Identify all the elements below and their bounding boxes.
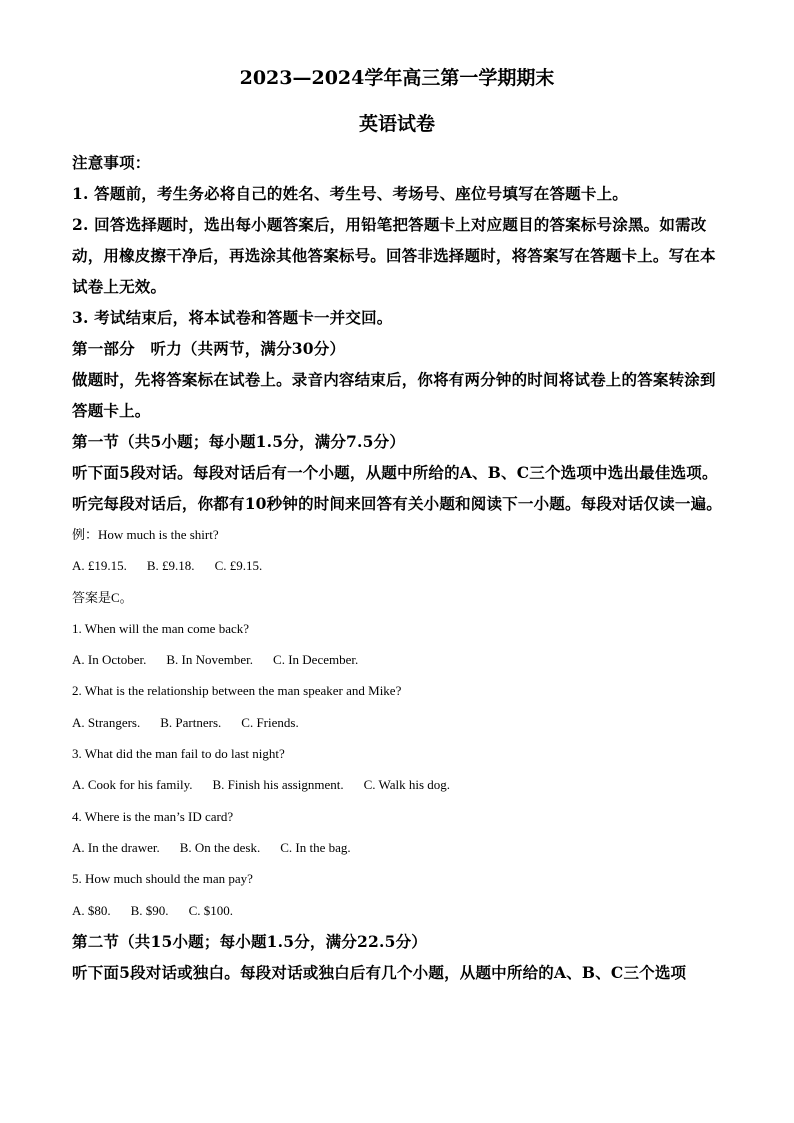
option-a: A. In October. [72,652,147,668]
question-1: 1. When will the man come back? [72,620,250,636]
option-b: B. Partners. [160,714,222,730]
option-b: B. In November. [166,652,254,668]
example-answer: 答案是C。 [72,589,133,605]
section2-heading: 第二节（共15小题；每小题1.5分，满分22.5分） [72,931,427,951]
question-2: 2. What is the relationship between the man speaker and Mike? [72,683,402,699]
section1-heading: 第一节（共5小题；每小题1.5分，满分7.5分） [72,432,406,451]
exam-title: 2023—2024学年高三第一学期期末 [239,67,555,89]
option-a: A. In the drawer. [72,839,160,855]
option-c: C. Friends. [241,714,299,730]
example-options [72,550,722,581]
question-5: 5. How much should the man pay? [72,871,253,887]
part1-heading: 第一部分 听力（共两节，满分30分） [72,339,346,358]
option-c: C. Walk his dog. [363,777,451,793]
exam-page [72,66,722,988]
example-question: 例：How much is the shirt? [72,527,219,542]
section2-instructions: 听下面5段对话或独白。每段对话或独白后有几个小题，从题中所给的A、B、C三个选项 [72,962,687,982]
option-b: B. $90. [130,902,169,918]
option-a: A. Strangers. [72,714,141,730]
option-b: B. On the desk. [179,839,261,855]
option-c: C. $100. [188,902,233,918]
option-a: A. £19.15. [72,558,127,574]
question-4-options [72,832,722,863]
notice-item-3: 3. 考试结束后，将本试卷和答题卡一并交回。 [72,308,393,327]
option-a: A. Cook for his family. [72,777,193,793]
question-2-options [72,707,722,738]
option-a: A. $80. [72,902,111,918]
section1-instructions: 听下面5段对话。每段对话后有一个小题，从题中所给的A、B、C三个选项中选出最佳选项。听完每段对话后，你都有10秒钟的时间来回答有关小题和阅读下一小题。每段对话仅读一遍。 [72,463,722,513]
option-b: B. £9.18. [146,558,195,574]
question-3: 3. What did the man fail to do last night? [72,746,285,762]
option-c: C. In December. [273,652,359,668]
notice-heading: 注意事项： [72,153,151,172]
question-5-options [72,895,722,926]
question-3-options [72,769,722,800]
notice-item-2: 2. 回答选择题时，选出每小题答案后，用铅笔把答题卡上对应题目的答案标号涂黑。如需改动，用橡皮擦干净后，再选涂其他答案标号。回答非选择题时，将答案写在答题卡上。写在本试卷上无效。 [72,215,716,296]
question-1-options [72,644,722,675]
option-c: C. In the bag. [280,839,351,855]
notice-item-1: 1. 答题前，考生务必将自己的姓名、考生号、考场号、座位号填写在答题卡上。 [72,184,628,203]
question-4: 4. Where is the man’s ID card? [72,808,234,824]
exam-subtitle: 英语试卷 [358,113,435,135]
part1-instructions: 做题时，先将答案标在试卷上。录音内容结束后，你将有两分钟的时间将试卷上的答案转涂到答题卡上。 [72,370,716,420]
option-c: C. £9.15. [214,558,263,574]
option-b: B. Finish his assignment. [212,777,344,793]
